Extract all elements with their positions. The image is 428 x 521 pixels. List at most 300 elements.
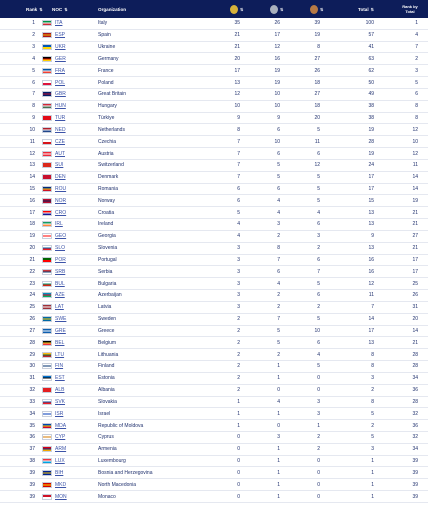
silver-column-header[interactable] [270,0,283,18]
organization-cell: Armenia [98,446,117,453]
organization-cell: Great Britain [98,91,127,98]
rank-cell: 1 [32,20,35,27]
rank-cell: 11 [29,138,35,145]
noc-link[interactable]: MDA [55,422,67,429]
rank-by-total-cell: 27 [412,233,418,240]
bronze-count-cell: 6 [317,292,320,299]
flag-icon [42,337,53,348]
organization-cell: Italy [98,20,108,27]
bronze-count-cell: 5 [317,126,320,133]
rank-cell: 36 [29,434,35,441]
table-row [0,444,428,456]
total-count-cell: 50 [368,79,374,86]
noc-link[interactable]: ISR [55,410,64,417]
noc-link[interactable]: ITA [55,20,63,27]
flag-icon [42,101,53,112]
gold-count-cell: 2 [237,339,240,346]
noc-link[interactable]: UKR [55,44,66,51]
bronze-count-cell: 0 [317,493,320,500]
noc-link[interactable]: CRO [55,209,67,216]
noc-link[interactable]: ALB [55,387,65,394]
gold-count-cell: 2 [237,387,240,394]
rank-by-total-cell: 32 [412,434,418,441]
organization-cell: Sweden [98,316,117,323]
bronze-count-cell: 0 [317,469,320,476]
rank-cell: 20 [29,245,35,252]
silver-count-cell: 1 [277,458,280,465]
bronze-count-cell: 5 [317,186,320,192]
gold-count-cell: 17 [234,67,240,74]
noc-link[interactable]: SLO [55,245,66,252]
noc-link[interactable]: IRL [55,221,63,228]
noc-link[interactable]: GER [55,55,66,62]
noc-link[interactable]: TUR [55,115,66,122]
silver-count-cell: 0 [277,387,280,394]
total-count-cell: 5 [371,434,374,441]
silver-count-cell: 3 [277,221,280,228]
total-count-cell: 57 [368,32,374,39]
total-count-cell: 28 [368,138,374,145]
noc-link[interactable]: SVK [55,398,66,405]
flag-icon [42,361,53,372]
rank-cell: 25 [29,304,35,311]
noc-link[interactable]: ROU [55,186,67,192]
organization-cell: Israel [98,410,111,417]
total-count-cell: 12 [368,280,374,287]
table-row [0,65,428,77]
silver-count-cell: 5 [277,327,280,334]
rank-by-total-cell: 34 [412,446,418,453]
gold-count-cell: 0 [237,458,240,465]
noc-link[interactable]: SUI [55,162,64,169]
rank-cell: 10 [29,126,35,133]
silver-count-cell: 4 [277,197,280,204]
noc-link[interactable]: SRB [55,268,66,275]
total-count-cell: 62 [368,67,374,74]
silver-count-cell: 4 [277,398,280,405]
silver-count-cell: 6 [277,268,280,275]
rank-cell: 39 [29,469,35,476]
rank-cell: 7 [32,91,35,98]
silver-count-cell: 6 [277,186,280,192]
rank-by-total-cell: 1 [415,20,418,27]
gold-count-cell: 7 [237,150,240,157]
rank-cell: 17 [29,209,35,216]
rank-cell: 39 [29,493,35,500]
rank-by-total-cell: 39 [412,458,418,465]
total-count-cell: 16 [368,256,374,263]
gold-count-cell: 0 [237,434,240,441]
total-count-cell: 7 [371,304,374,311]
rank-by-total-cell: 39 [412,469,418,476]
table-row [0,266,428,278]
bronze-medal-icon [310,5,318,14]
silver-count-cell: 7 [277,256,280,263]
bronze-count-cell: 4 [317,351,320,358]
rank-cell: 9 [32,115,35,122]
rank-cell: 3 [32,44,35,51]
total-count-cell: 11 [368,292,374,299]
rank-by-total-cell: 28 [412,351,418,358]
flag-icon [42,42,53,53]
flag-icon [42,278,53,289]
bronze-count-cell: 0 [317,458,320,465]
gold-count-cell: 13 [234,79,240,86]
organization-cell: Czechia [98,138,117,145]
total-count-cell: 13 [368,245,374,252]
table-row [0,77,428,89]
total-count-cell: 13 [368,339,374,346]
rank-by-total-cell: 17 [412,268,418,275]
organization-cell: Albania [98,387,115,394]
organization-cell: Denmark [98,174,119,181]
sort-icon[interactable]: ⇅ [64,6,68,12]
noc-link[interactable]: SWE [55,316,67,323]
rank-cell: 19 [29,233,35,240]
gold-count-cell: 7 [237,138,240,145]
table-row [0,18,428,30]
rank-cell: 29 [29,351,35,358]
table-row [0,302,428,314]
bronze-count-cell: 3 [317,398,320,405]
noc-link[interactable]: CZE [55,138,65,145]
noc-link[interactable]: NOR [55,197,67,204]
flag-icon [42,397,53,408]
noc-link[interactable]: ESP [55,32,66,39]
table-row [0,113,428,125]
gold-count-cell: 3 [237,280,240,287]
flag-icon [42,18,53,29]
total-count-cell: 38 [368,115,374,122]
organization-cell: Switzerland [98,162,124,169]
noc-link[interactable]: ARM [55,446,67,453]
organization-cell: Luxembourg [98,458,126,465]
silver-count-cell: 3 [277,434,280,441]
gold-count-cell: 4 [237,233,240,240]
table-row [0,349,428,361]
noc-column-header[interactable] [52,0,68,18]
flag-icon [42,160,53,171]
gold-count-cell: 6 [237,186,240,192]
bronze-count-cell: 12 [314,162,320,169]
flag-icon [42,219,53,230]
bronze-count-cell: 0 [317,481,320,488]
noc-link[interactable]: GRE [55,327,66,334]
silver-count-cell: 10 [274,138,280,145]
rank-by-total-header-label: Rank by Total [402,4,418,14]
rank-by-total-cell: 21 [412,339,418,346]
gold-count-cell: 0 [237,469,240,476]
rank-by-total-cell: 14 [412,327,418,334]
bronze-count-cell: 8 [317,44,320,51]
table-row [0,408,428,420]
total-column-header[interactable] [358,0,374,18]
rank-by-total-cell: 20 [412,316,418,323]
organization-cell: Norway [98,197,115,204]
flag-icon [42,326,53,337]
bronze-count-cell: 27 [314,55,320,62]
organization-cell: Estonia [98,375,115,382]
rank-cell: 31 [29,375,35,382]
noc-link[interactable]: POL [55,79,66,86]
noc-link[interactable]: DEN [55,174,66,181]
total-count-cell: 17 [368,186,374,192]
silver-count-cell: 2 [277,304,280,311]
silver-medal-icon [270,5,278,14]
gold-count-cell: 2 [237,363,240,370]
bronze-count-cell: 11 [314,138,320,145]
total-count-cell: 2 [371,422,374,429]
flag-icon [42,207,53,218]
sort-icon[interactable]: ⇅ [320,6,324,12]
rank-by-total-cell: 12 [412,126,418,133]
silver-count-cell: 5 [277,339,280,346]
flag-icon [42,456,53,467]
flag-icon [42,385,53,396]
noc-link[interactable]: MON [55,493,67,500]
total-count-cell: 8 [371,398,374,405]
table-row [0,243,428,255]
rank-cell: 38 [29,458,35,465]
noc-link[interactable]: BEL [55,339,65,346]
bronze-count-cell: 6 [317,221,320,228]
total-count-cell: 2 [371,387,374,394]
rank-cell: 30 [29,363,35,370]
rank-cell: 26 [29,316,35,323]
gold-count-cell: 6 [237,197,240,204]
organization-cell: Ukraine [98,44,116,51]
noc-link[interactable]: AZE [55,292,65,299]
rank-cell: 27 [29,327,35,334]
silver-count-cell: 8 [277,245,280,252]
flag-icon [42,266,53,277]
organization-cell: Portugal [98,256,117,263]
silver-count-cell: 5 [277,162,280,169]
rank-cell: 35 [29,422,35,429]
bronze-count-cell: 4 [317,209,320,216]
flag-icon [42,65,53,76]
bronze-count-cell: 18 [314,103,320,110]
noc-link[interactable]: FRA [55,67,65,74]
organization-cell: Netherlands [98,126,125,133]
table-row [0,231,428,243]
table-row [0,184,428,196]
gold-count-cell: 10 [234,103,240,110]
sort-icon[interactable]: ⇅ [280,6,284,12]
table-body [0,18,428,503]
organization-cell: Serbia [98,268,113,275]
table-row [0,207,428,219]
rank-cell: 5 [32,67,35,74]
bronze-count-cell: 27 [314,91,320,98]
silver-count-cell: 16 [274,55,280,62]
gold-count-cell: 2 [237,316,240,323]
flag-icon [42,432,53,443]
rank-by-total-column-header[interactable] [400,0,420,18]
bronze-count-cell: 5 [317,316,320,323]
gold-count-cell: 21 [234,44,240,51]
table-row [0,479,428,491]
organization-cell: Hungary [98,103,117,110]
silver-count-cell: 2 [277,292,280,299]
flag-icon [42,491,53,502]
rank-cell: 15 [29,186,35,192]
bronze-count-cell: 6 [317,150,320,157]
flag-icon [42,373,53,384]
total-count-cell: 100 [365,20,374,27]
gold-count-cell: 0 [237,481,240,488]
flag-icon [42,243,53,254]
gold-count-cell: 9 [237,115,240,122]
organization-cell: North Macedonia [98,481,137,488]
flag-icon [42,77,53,88]
rank-by-total-cell: 39 [412,481,418,488]
noc-link[interactable]: AUT [55,150,65,157]
bronze-count-cell: 18 [314,79,320,86]
bronze-count-cell: 7 [317,268,320,275]
rank-column-header[interactable] [26,0,43,18]
noc-link[interactable]: CYP [55,434,66,441]
bronze-count-cell: 3 [317,233,320,240]
organization-cell: Belgium [98,339,117,346]
rank-by-total-cell: 7 [415,44,418,51]
table-row [0,290,428,302]
organization-cell: Georgia [98,233,116,240]
rank-cell: 2 [32,32,35,39]
noc-link[interactable]: BIH [55,469,64,476]
flag-icon [42,231,53,242]
rank-by-total-cell: 36 [412,422,418,429]
total-count-cell: 15 [368,197,374,204]
rank-by-total-cell: 14 [412,174,418,181]
rank-cell: 23 [29,280,35,287]
flag-icon [42,349,53,360]
silver-count-cell: 1 [277,446,280,453]
gold-count-cell: 3 [237,268,240,275]
organization-cell: Slovenia [98,245,118,252]
noc-link[interactable]: LTU [55,351,65,358]
bronze-count-cell: 5 [317,197,320,204]
bronze-count-cell: 3 [317,410,320,417]
noc-link[interactable]: MKD [55,481,67,488]
rank-by-total-cell: 12 [412,150,418,157]
sort-icon[interactable]: ⇅ [39,6,43,12]
bronze-column-header[interactable] [310,0,323,18]
sort-icon[interactable]: ⇅ [240,6,244,12]
organization-cell: Lithuania [98,351,119,358]
table-row [0,53,428,65]
flag-icon [42,148,53,159]
rank-by-total-cell: 25 [412,280,418,287]
table-row [0,195,428,207]
total-header-label: Total [358,6,369,12]
table-row [0,491,428,503]
total-count-cell: 63 [368,55,374,62]
rank-cell: 34 [29,410,35,417]
bronze-count-cell: 2 [317,245,320,252]
gold-count-cell: 2 [237,351,240,358]
silver-count-cell: 4 [277,280,280,287]
silver-count-cell: 1 [277,363,280,370]
total-count-cell: 41 [368,44,374,51]
noc-link[interactable]: FIN [55,363,64,370]
bronze-count-cell: 0 [317,375,320,382]
table-row [0,30,428,42]
bronze-count-cell: 2 [317,304,320,311]
gold-count-cell: 7 [237,174,240,181]
rank-by-total-cell: 8 [415,115,418,122]
flag-icon [42,444,53,455]
gold-count-cell: 20 [234,55,240,62]
flag-icon [42,89,53,100]
noc-link[interactable]: EST [55,375,65,382]
gold-count-cell: 8 [237,126,240,133]
silver-count-cell: 2 [277,351,280,358]
organization-cell: Finland [98,363,115,370]
organization-column-header[interactable] [98,0,126,18]
rank-cell: 12 [29,150,35,157]
gold-column-header[interactable] [230,0,243,18]
rank-cell: 22 [29,268,35,275]
noc-link[interactable]: GEO [55,233,67,240]
rank-by-total-cell: 5 [415,79,418,86]
silver-count-cell: 1 [277,375,280,382]
flag-icon [42,479,53,490]
total-count-cell: 38 [368,103,374,110]
rank-by-total-cell: 11 [412,162,418,169]
gold-count-cell: 0 [237,493,240,500]
noc-link[interactable]: LAT [55,304,64,311]
sort-icon[interactable]: ⇅ [370,6,374,12]
bronze-count-cell: 20 [314,115,320,122]
noc-link[interactable]: NED [55,126,66,133]
rank-by-total-cell: 21 [412,245,418,252]
silver-count-cell: 7 [277,316,280,323]
table-row [0,420,428,432]
noc-link[interactable]: BUL [55,280,65,287]
organization-cell: France [98,67,114,74]
flag-icon [42,113,53,124]
noc-link[interactable]: POR [55,256,66,263]
total-count-cell: 24 [368,162,374,169]
bronze-count-cell: 0 [317,387,320,394]
silver-count-cell: 10 [274,91,280,98]
silver-count-cell: 5 [277,174,280,181]
rank-by-total-cell: 26 [412,292,418,299]
rank-cell: 4 [32,55,35,62]
organization-cell: Monaco [98,493,116,500]
gold-count-cell: 35 [234,20,240,27]
rank-by-total-cell: 28 [412,398,418,405]
noc-link[interactable]: LUX [55,458,65,465]
flag-icon [42,408,53,419]
silver-count-cell: 9 [277,115,280,122]
total-count-cell: 13 [368,221,374,228]
total-count-cell: 3 [371,446,374,453]
rank-cell: 32 [29,387,35,394]
gold-count-cell: 12 [234,91,240,98]
rank-cell: 6 [32,79,35,86]
table-row [0,148,428,160]
noc-link[interactable]: HUN [55,103,66,110]
table-row [0,172,428,184]
rank-by-total-cell: 34 [412,375,418,382]
total-count-cell: 49 [368,91,374,98]
flag-icon [42,136,53,147]
noc-link[interactable]: GBR [55,91,66,98]
table-row [0,278,428,290]
flag-icon [42,30,53,41]
